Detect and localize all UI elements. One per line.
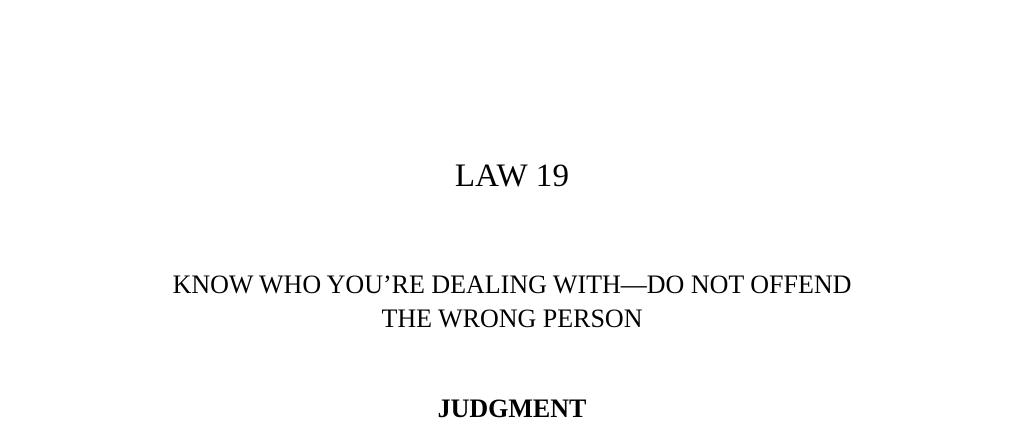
- law-title-line-1: KNOW WHO YOU’RE DEALING WITH—DO NOT OFFEND: [172, 270, 852, 299]
- law-title-line-2: THE WRONG PERSON: [381, 304, 643, 333]
- law-number-heading: LAW 19: [454, 158, 570, 194]
- law-title: [112, 268, 912, 336]
- judgment-heading: JUDGMENT: [437, 394, 587, 423]
